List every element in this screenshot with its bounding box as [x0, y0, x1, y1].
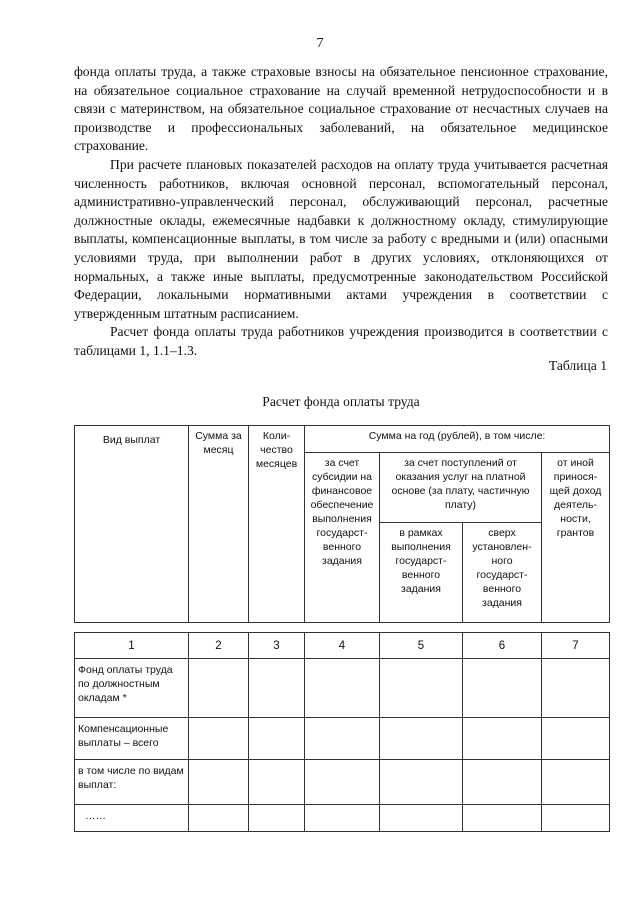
column-number: 5	[380, 633, 463, 659]
table-cell	[463, 805, 542, 832]
row-label: Фонд оплаты труда по должностным окладам *	[75, 659, 189, 718]
table-row	[75, 760, 610, 805]
table-cell	[189, 760, 249, 805]
row-label: в том числе по видам выплат:	[75, 760, 189, 805]
table-cell	[305, 805, 380, 832]
table-cell	[249, 659, 305, 718]
header-annual-sum: Сумма на год (рублей), в том числе:	[305, 426, 610, 453]
table-cell	[463, 659, 542, 718]
table-cell	[542, 760, 610, 805]
table-cell	[380, 718, 463, 760]
table-cell	[542, 659, 610, 718]
body-text	[74, 63, 608, 361]
column-number: 7	[542, 633, 610, 659]
table-cell	[463, 718, 542, 760]
column-number: 2	[189, 633, 249, 659]
column-number: 4	[305, 633, 380, 659]
table-cell	[380, 760, 463, 805]
header-paid-services: за счет поступлений от оказания услуг на платной основе (за плату, частичную плату)	[380, 453, 542, 523]
header-payment-type: Вид выплат	[75, 426, 189, 623]
column-number-row	[75, 633, 610, 659]
table-cell	[189, 805, 249, 832]
header-monthly-sum: Сумма за месяц	[189, 426, 249, 623]
table-header	[74, 425, 610, 623]
table-row	[75, 659, 610, 718]
table-title: Расчет фонда оплаты труда	[262, 394, 420, 409]
table-cell	[380, 805, 463, 832]
header-subsidy: за счет субсидии на финансовое обеспечение выполнения государст-венного задания	[305, 453, 380, 623]
table-cell	[305, 760, 380, 805]
header-beyond-task: сверх установлен-ного государст-венного задания	[463, 523, 542, 623]
header-other-income: от иной принося-щей доход деятель-ности, грантов	[542, 453, 610, 623]
paragraph-1: фонда оплаты труда, а также страховые взносы на обязательное пенсионное страхование, на обязательное социальное страхование на случай временной нетрудоспособности и в связи с материнством, на обязательное социальное страхование от несчастных случаев на производстве и профессиональных заболеваний, на обязательное медицинское страхование.	[74, 64, 608, 154]
table-cell	[542, 805, 610, 832]
table-label: Таблица 1	[548, 358, 607, 373]
table-cell	[249, 760, 305, 805]
table-cell	[542, 718, 610, 760]
row-label: Компенсационные выплаты – всего	[75, 718, 189, 760]
table-cell	[189, 659, 249, 718]
paragraph-3: Расчет фонда оплаты труда работников учреждения производится в соответствии с таблицами 1, 1.1–1.3.	[74, 324, 608, 358]
column-number: 6	[463, 633, 542, 659]
column-number: 1	[75, 633, 189, 659]
row-label: ……	[75, 805, 189, 832]
table-cell	[463, 760, 542, 805]
page-number: 7	[316, 36, 324, 51]
table-cell	[189, 718, 249, 760]
table-row	[75, 718, 610, 760]
table-cell	[249, 718, 305, 760]
table-row	[75, 805, 610, 832]
header-within-task: в рамках выполнения государст-венного задания	[380, 523, 463, 623]
table-cell	[305, 718, 380, 760]
paragraph-2: При расчете плановых показателей расходов на оплату труда учитывается расчетная численность работников, включая основной персонал, вспомогательный персонал, административно-управленческий персонал, обслуживающий персонал, расчетные должностные оклады, ежемесячные надбавки к должностному окладу, стимулирующие выплаты, компенсационные выплаты, в том числе за работу с вредными и (или) опасными условиями труда, при выполнении работ в других условиях, отклоняющихся от нормальных, а также иные выплаты, предусмотренные законодательством Российской Федерации, локальными нормативными актами учреждения в соответствии с утвержденным штатным расписанием.	[74, 156, 608, 321]
table-cell	[380, 659, 463, 718]
header-months-count: Коли-чество месяцев	[249, 426, 305, 623]
column-number: 3	[249, 633, 305, 659]
table-cell	[249, 805, 305, 832]
table-body	[74, 632, 610, 832]
table-cell	[305, 659, 380, 718]
